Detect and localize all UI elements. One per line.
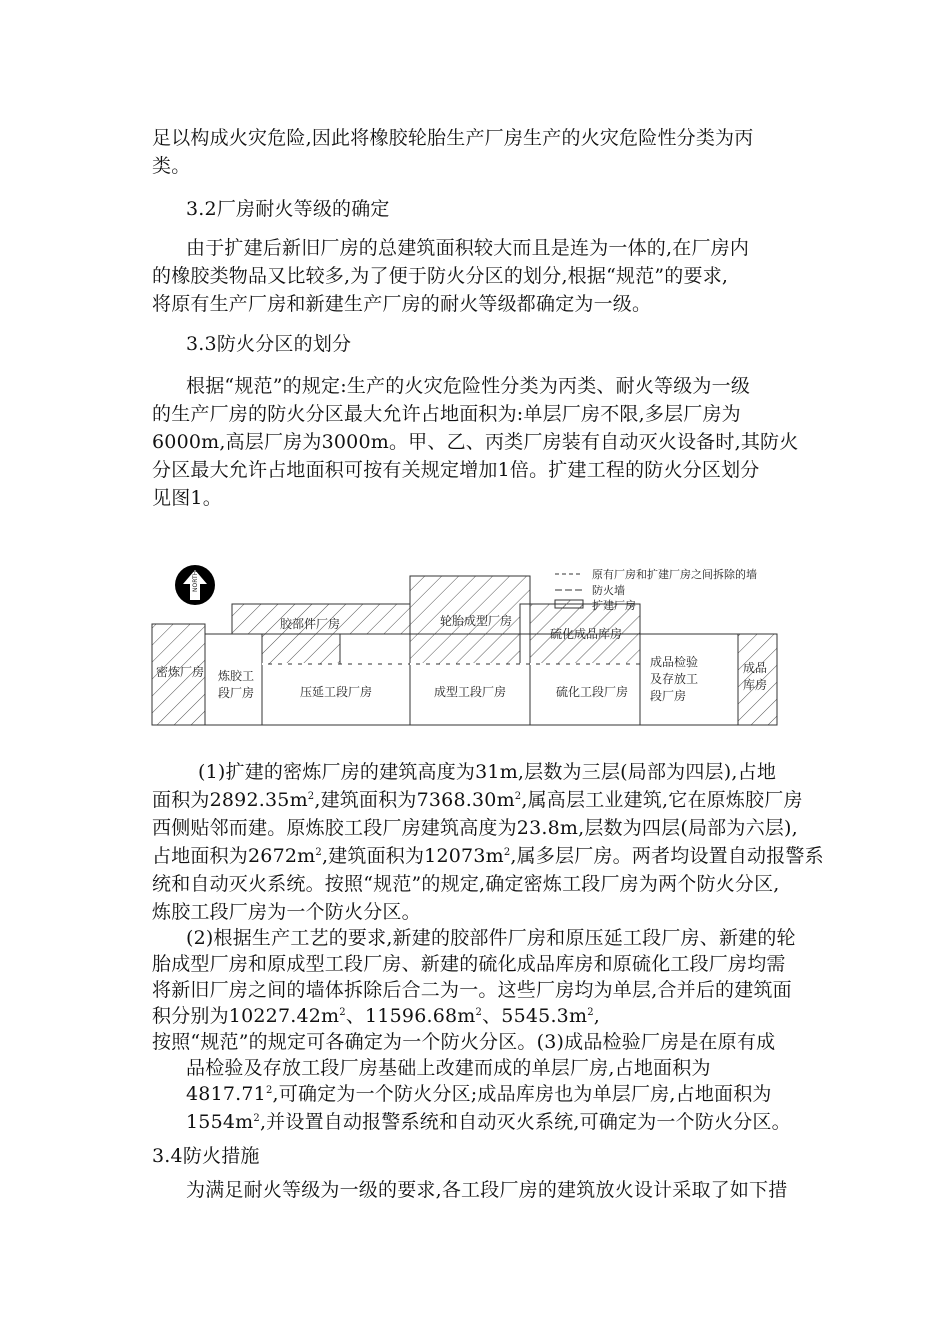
text-line: (2)根据生产工艺的要求,新建的胶部件厂房和原压延工段厂房、新建的轮 <box>186 927 796 949</box>
text-line: 足以构成火灾危险,因此将橡胶轮胎生产厂房生产的火灾危险性分类为丙 <box>152 127 754 149</box>
text-line: 见图1。 <box>152 487 222 509</box>
room-label-yayan: 压延工段厂房 <box>300 685 373 699</box>
text-fragment: 1554m <box>186 1111 254 1133</box>
text-fragment: 、5545.3m <box>482 1005 588 1027</box>
text-line <box>152 1004 600 1028</box>
text-line: 的橡胶类物品又比较多,为了便于防火分区的划分,根据“规范”的要求, <box>152 265 729 287</box>
legend-label-extension: 扩建厂房 <box>592 599 636 612</box>
superscript: 2 <box>514 791 522 802</box>
text-line: 炼胶工段厂房为一个防火分区。 <box>152 901 421 923</box>
superscript: 2 <box>503 847 511 858</box>
text-fragment: 4817.71 <box>186 1083 266 1105</box>
text-fragment: 积分别为10227.42m <box>152 1005 340 1027</box>
north-label: NORTH <box>192 570 199 592</box>
text-line: 西侧贴邻而建。原炼胶工段厂房建筑高度为23.8m,层数为四层(局部为六层), <box>152 817 798 839</box>
room-label-milian: 密炼厂房 <box>156 665 205 679</box>
text-line: 的生产厂房的防火分区最大允许占地面积为:单层厂房不限,多层厂房为 <box>152 403 741 425</box>
room-label-lianjiao: 段厂房 <box>218 686 255 700</box>
text-fragment: ,可确定为一个防火分区;成品库房也为单层厂房,占地面积为 <box>272 1083 772 1105</box>
text-line: 根据“规范”的规定:生产的火灾危险性分类为丙类、耐火等级为一级 <box>186 375 751 397</box>
text-line: 为满足耐火等级为一级的要求,各工段厂房的建筑放火设计采取了如下措 <box>186 1179 788 1201</box>
text-line <box>186 1110 791 1134</box>
superscript: 2 <box>475 1007 483 1018</box>
text-fragment: ,建筑面积为7368.30m <box>314 789 515 811</box>
text-line: 胎成型厂房和原成型工段厂房、新建的硫化成品库房和原硫化工段厂房均需 <box>152 953 786 975</box>
legend-label-firewall: 防火墙 <box>592 584 625 597</box>
text-line: 按照“规范”的规定可各确定为一个防火分区。(3)成品检验厂房是在原有成 <box>152 1031 776 1053</box>
text-fragment: ,并设置自动报警系统和自动灭火系统,可确定为一个防火分区。 <box>259 1111 791 1133</box>
superscript: 2 <box>339 1007 346 1018</box>
text-line: 品检验及存放工段厂房基础上改建而成的单层厂房,占地面积为 <box>186 1057 711 1079</box>
text-line: 分区最大允许占地面积可按有关规定增加1倍。扩建工程的防火分区划分 <box>152 459 760 481</box>
text-fragment: 面积为2892.35m <box>152 789 308 811</box>
text-line: 类。 <box>152 155 191 177</box>
room-label-liuhua: 硫化工段厂房 <box>556 685 629 699</box>
text-line <box>152 788 803 812</box>
section-heading-3-2: 3.2厂房耐火等级的确定 <box>186 198 390 220</box>
room-label-luntai: 轮胎成型厂房 <box>440 614 513 628</box>
text-line: 由于扩建后新旧厂房的总建筑面积较大而且是连为一体的,在厂房内 <box>186 237 750 259</box>
room-label-kufang: 成品 <box>743 661 768 675</box>
legend-label-demolished: 原有厂房和扩建厂房之间拆除的墙 <box>592 568 757 581</box>
fire-zone-plan-figure <box>150 562 790 732</box>
text-line <box>152 844 824 868</box>
room-label-lianjiao: 炼胶工 <box>218 669 255 683</box>
section-heading-3-4: 3.4防火措施 <box>152 1145 260 1167</box>
text-fragment: ,属高层工业建筑,它在原炼胶厂房 <box>521 789 803 811</box>
text-fragment: 占地面积为2672m <box>152 845 316 867</box>
superscript: 2 <box>315 847 322 858</box>
section-heading-3-3: 3.3防火分区的划分 <box>186 333 352 355</box>
text-line: 6000m,高层厂房为3000m。甲、乙、丙类厂房装有自动灭火设备时,其防火 <box>152 431 799 453</box>
room-label-liuhuaku: 硫化成品库房 <box>550 627 623 641</box>
room-label-jianyan: 成品检验 <box>650 655 699 669</box>
text-line: 将原有生产厂房和新建生产厂房的耐火等级都确定为一级。 <box>152 293 652 315</box>
superscript: 2 <box>253 1113 260 1124</box>
superscript: 2 <box>265 1085 273 1096</box>
text-fragment: , <box>593 1005 601 1027</box>
superscript: 2 <box>587 1007 594 1018</box>
text-line: 统和自动灭火系统。按照“规范”的规定,确定密炼工段厂房为两个防火分区, <box>152 873 780 895</box>
text-fragment: ,属多层厂房。两者均设置自动报警系 <box>510 845 824 867</box>
room-label-jianyan: 及存放工 <box>650 672 699 686</box>
text-line: 将新旧厂房之间的墙体拆除后合二为一。这些厂房均为单层,合并后的建筑面 <box>152 979 792 1001</box>
room-label-kufang: 库房 <box>743 678 768 692</box>
text-line <box>186 1082 772 1106</box>
room-label-chengxing: 成型工段厂房 <box>434 685 507 699</box>
room-label-jianyan: 段厂房 <box>650 689 687 703</box>
superscript: 2 <box>307 791 315 802</box>
room-label-jiaobujian: 胶部件厂房 <box>280 617 341 631</box>
text-fragment: ,建筑面积为12073m <box>321 845 504 867</box>
text-fragment: 、11596.68m <box>345 1005 476 1027</box>
north-arrow-icon <box>175 565 215 605</box>
text-line: (1)扩建的密炼厂房的建筑高度为31m,层数为三层(局部为四层),占地 <box>198 761 777 783</box>
